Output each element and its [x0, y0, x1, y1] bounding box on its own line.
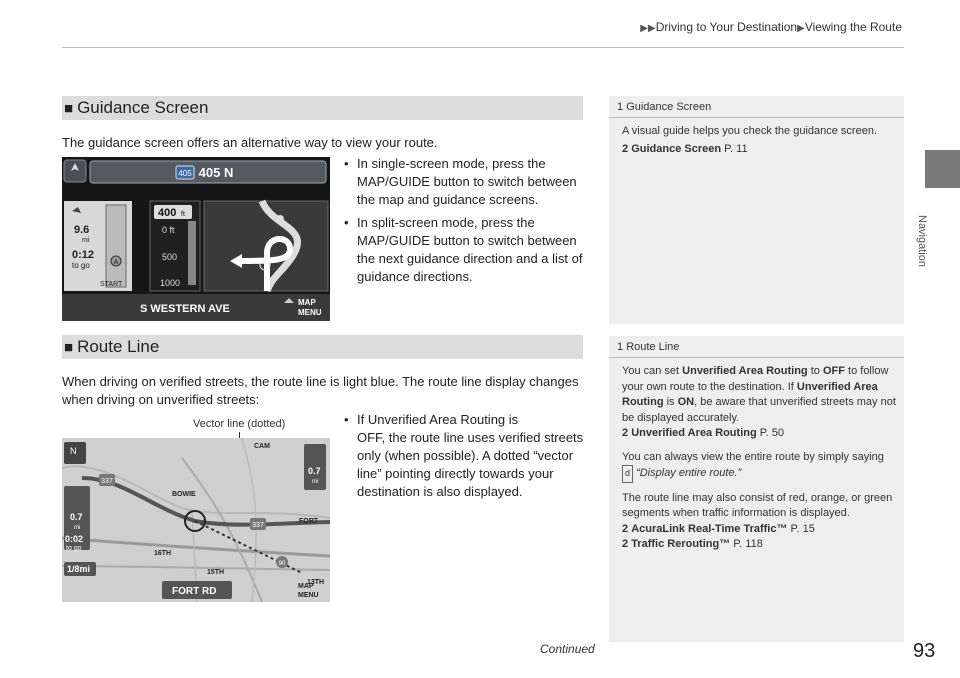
route-map-graphic — [62, 438, 330, 602]
svg-text:0.7: 0.7 — [70, 512, 83, 522]
breadcrumb-arrow-icon: ▶ — [797, 23, 805, 34]
road-name: 405 N — [198, 165, 234, 180]
route-line-intro: When driving on verified streets, the route line is light blue. The route line display changes when driving on unverified streets: — [62, 374, 579, 407]
breadcrumb-arrow-icon: ▶▶ — [640, 23, 656, 34]
sidebar-note-route-line: 1 Route Line You can set Unverified Area Routing to OFF to follow your own route to the destination. If Unverified Area Routing is ON, be aware that unverified streets may not be displayed accurately. 2 Unverified Area Routing P. 50 You can always view the entire route by simply saying d “Display entire route.” The route line may also consist of red, orange, or green segments when traffic information is displayed. 2 AcuraLink Real-Time Traffic™ P. 15 2 Traffic Rerouting™ P. 118 — [609, 336, 904, 642]
svg-text:500: 500 — [162, 252, 178, 262]
svg-text:to go: to go — [66, 545, 82, 552]
svg-text:START: START — [100, 281, 123, 288]
svg-text:MENU: MENU — [298, 592, 319, 599]
svg-text:1000: 1000 — [160, 278, 181, 288]
section-heading-guidance — [62, 96, 583, 120]
svg-text:ft: ft — [181, 211, 185, 218]
svg-text:to go: to go — [72, 261, 90, 270]
svg-text:MAP: MAP — [298, 583, 314, 590]
svg-text:0:12: 0:12 — [72, 249, 95, 261]
svg-text:13TH: 13TH — [307, 579, 325, 586]
voice-command-icon: d — [622, 465, 633, 483]
guidance-screen-graphic — [62, 157, 330, 321]
svg-text:15TH: 15TH — [207, 569, 225, 576]
vector-line-callout: Vector line (dotted) — [193, 418, 286, 430]
svg-text:337: 337 — [252, 522, 264, 529]
svg-text:FORT RD: FORT RD — [172, 586, 217, 597]
section-heading-route-line — [62, 335, 583, 359]
section-heading-text: Guidance Screen — [77, 98, 209, 117]
svg-text:mi: mi — [82, 237, 90, 244]
chapter-tab — [925, 150, 960, 188]
route-line-bullets — [337, 411, 585, 506]
current-street: S WESTERN AVE — [140, 303, 230, 315]
svg-text:1/8mi: 1/8mi — [67, 564, 91, 574]
sidebar-note-title: 1 Route Line — [609, 336, 904, 358]
svg-text:MENU: MENU — [298, 308, 322, 317]
section-heading-text: Route Line — [77, 337, 160, 356]
svg-text:mi: mi — [74, 525, 81, 531]
xref-link[interactable]: Guidance Screen — [631, 142, 722, 155]
sidebar-note-guidance: 1 Guidance Screen A visual guide helps you check the guidance screen. 2 Guidance Screen P. 11 — [609, 96, 904, 324]
svg-text:BOWIE: BOWIE — [172, 491, 196, 498]
svg-text:MAP: MAP — [298, 298, 316, 307]
svg-text:90: 90 — [278, 561, 286, 567]
guidance-screen-image — [62, 157, 330, 321]
xref-arrow-icon: 2 — [622, 427, 629, 439]
breadcrumb-item[interactable]: Viewing the Route — [804, 20, 902, 34]
list-item: • In single-screen mode, press the MAP/GUIDE button to switch between the map and guidance screens. — [337, 155, 585, 209]
list-item: • In split-screen mode, press the MAP/GUIDE button to switch between the next guidance direction and a list of guidance directions. — [337, 214, 585, 286]
square-bullet-icon: ■ — [64, 100, 74, 117]
guidance-bullets — [337, 155, 585, 291]
xref-arrow-icon: 2 — [622, 522, 629, 535]
svg-text:N: N — [70, 446, 77, 456]
xref-link[interactable]: AcuraLink Real-Time Traffic™ — [631, 522, 788, 535]
svg-text:0 ft: 0 ft — [162, 225, 175, 235]
setting-name: Unverified Area Routing — [367, 412, 506, 427]
route-map-image — [62, 438, 330, 602]
page-number: 93 — [913, 640, 936, 662]
svg-text:A: A — [113, 259, 119, 266]
svg-text:0:02: 0:02 — [65, 534, 84, 544]
xref-arrow-icon: 2 — [622, 538, 629, 550]
chapter-label: Navigation — [916, 215, 928, 267]
square-bullet-icon: ■ — [64, 339, 74, 356]
svg-text:0.7: 0.7 — [308, 466, 321, 476]
svg-text:mi: mi — [312, 479, 319, 485]
xref-link[interactable]: Traffic Rerouting™ — [631, 538, 731, 550]
xref-link[interactable]: Unverified Area Routing — [631, 427, 757, 439]
continued-label: Continued — [540, 642, 595, 656]
breadcrumb — [640, 20, 902, 34]
header-rule — [62, 47, 904, 48]
note-marker-icon: 1 — [617, 101, 624, 113]
road-shield-text: 405 — [178, 169, 192, 178]
svg-text:400: 400 — [158, 207, 177, 219]
svg-text:337: 337 — [101, 478, 113, 485]
sidebar-note-title: 1 Guidance Screen — [609, 96, 904, 118]
svg-text:16TH: 16TH — [154, 550, 172, 557]
svg-text:FORT: FORT — [299, 518, 319, 525]
note-marker-icon: 1 — [617, 341, 624, 353]
list-item: • If Unverified Area Routing is OFF, the route line uses verified streets only (when possible). A dotted “vector line” pointing directly towards your destination is also displayed. — [337, 411, 585, 501]
guidance-intro: The guidance screen offers an alternative way to view your route. — [62, 135, 438, 150]
breadcrumb-item[interactable]: Driving to Your Destination — [655, 20, 798, 34]
svg-text:9.6: 9.6 — [74, 224, 90, 236]
svg-text:CAM: CAM — [254, 443, 270, 450]
xref-arrow-icon: 2 — [622, 142, 629, 155]
